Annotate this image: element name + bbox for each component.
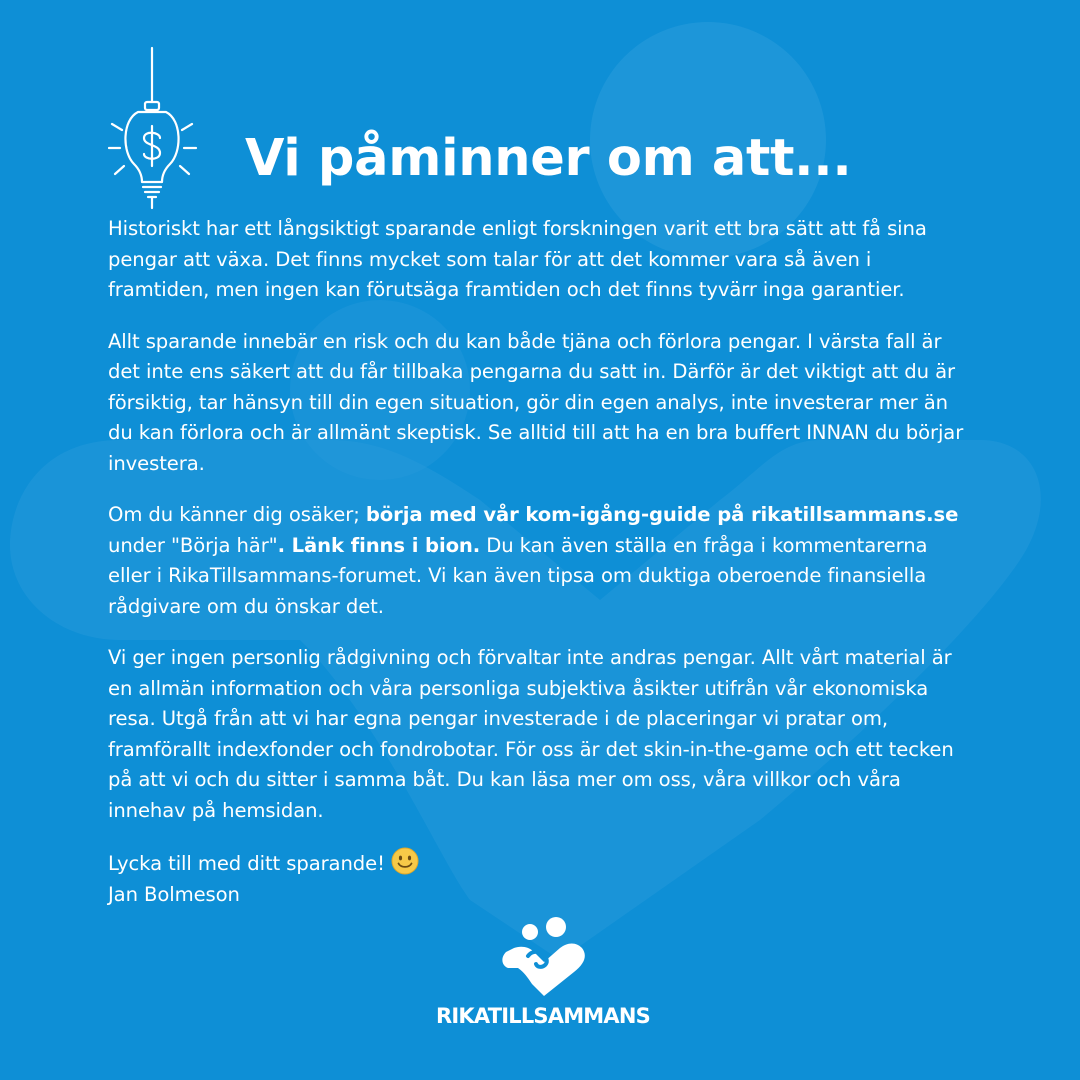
signoff-greeting: Lycka till med ditt sparande! [108,852,385,875]
paragraph-3-part-2: under "Börja här" [108,533,278,557]
paragraph-1: Historiskt har ett långsiktigt sparande enligt forskningen varit ett bra sätt att få sina pengar att växa. Det finns mycket som talar för att det kommer vara så även i framtiden, men ingen kan förutsäga framtiden och det finns tyvärr inga garantier. [108,217,927,301]
paragraph-3-part-1: Om du känner dig osäker; [108,503,366,526]
link-in-bio-highlight: . Länk finns i bion. [277,533,481,557]
rikatillsammans-heart-people-icon [498,912,590,1004]
paragraph-3-part-3: Du kan även ställa en fråga i kommentarerna eller i RikaTillsammans-forumet. Vi kan även tipsa om duktiga oberoende finansiella rådgivare om du önskar det. [108,533,928,618]
header [108,46,976,210]
signoff-greeting-line [108,847,976,880]
brand-logo [418,912,668,1036]
paragraph-2: Allt sparande innebär en risk och du kan både tjäna och förlora pengar. I värsta fall är det inte ens säkert att du får tillbaka pengarna du satt in. Därför är det viktigt att du är försiktig, tar hänsyn till din egen situation, gör din egen analys, inte investerar mer än du kan förlora och är allmänt skeptisk. Se alltid till att ha en bra buffert INNAN du börjar investera. [108,329,964,475]
paragraph-3 [108,500,976,622]
paragraph-4: Vi ger ingen personlig rådgivning och förvaltar inte andras pengar. Allt vårt material är en allmän information och våra personliga subjektiva åsikter utifrån vår ekonomiska resa. Utgå från att vi har egna pengar investerade i de placeringar vi pratar om, framförallt indexfonder och fondrobotar. För oss är det skin-in-the-game och ett tecken på att vi och du sitter i samma båt. Du kan läsa mer om oss, våra villkor och våra innehav på hemsidan. [108,646,954,822]
guide-highlight: börja med vår kom-igång-guide på rikatillsammans.se [365,503,959,526]
page-title: Vi påminner om att... [245,129,852,188]
lightbulb-dollar-icon [108,46,200,210]
smiley-face-icon [391,847,419,875]
brand-wordmark: RIKATILLSAMMANS [436,1004,650,1028]
signoff-name: Jan Bolmeson [108,882,240,906]
disclaimer-text [108,214,976,910]
signoff [108,847,976,910]
